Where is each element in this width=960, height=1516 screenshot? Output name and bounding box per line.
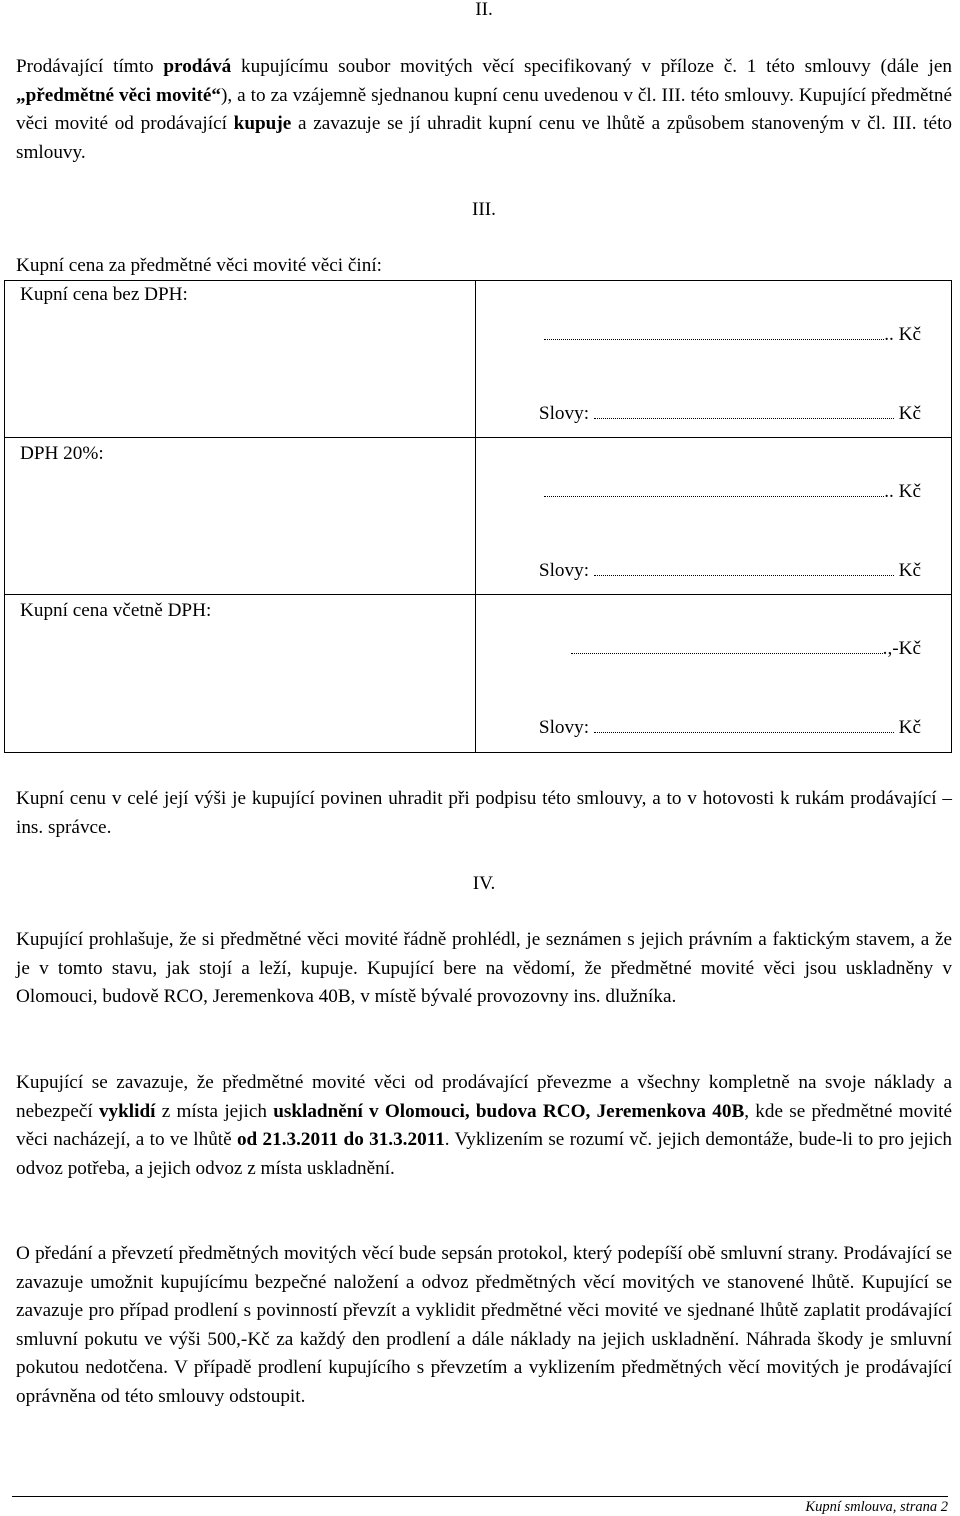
- table-row: [5, 281, 952, 438]
- price-intro: Kupní cena za předmětné věci movité věci činí:: [16, 255, 383, 276]
- table-row: [5, 595, 952, 753]
- slovy-line: [539, 714, 921, 743]
- price-label-cell: [5, 595, 476, 753]
- bold-span: uskladnění v Olomouci, budova RCO, Jeremenkova 40B: [273, 1100, 745, 1122]
- dotted-leader: [571, 652, 883, 654]
- dotted-leader: [544, 338, 884, 340]
- footer-divider: [12, 1496, 948, 1497]
- slovy-suffix: Kč: [898, 403, 921, 424]
- text-span: . Vyklizením se rozumí vč. jejich demontáže, bude-li to pro jejich odvoz potřeba, a jejich odvoz z místa uskladnění.: [16, 1129, 953, 1179]
- amount-line: [544, 321, 921, 350]
- section-iv-heading: IV.: [472, 873, 496, 894]
- dotted-leader: [594, 574, 894, 576]
- section-ii-heading: II.: [475, 0, 493, 20]
- amount-suffix: .,-Kč: [882, 638, 921, 659]
- slovy-label: Slovy:: [538, 403, 590, 424]
- bold-span: od 21.3.2011 do 31.3.2011: [236, 1129, 445, 1151]
- bold-span: prodává: [163, 56, 232, 77]
- price-label-cell: [5, 438, 476, 595]
- page-footer: Kupní smlouva, strana 2: [805, 1499, 948, 1515]
- text-span: , kde se předmětné movité věci nacházejí, a to ve lhůtě: [16, 1100, 952, 1151]
- slovy-line: [539, 557, 921, 586]
- slovy-suffix: Kč: [898, 560, 921, 581]
- bold-span: kupuje: [233, 113, 292, 135]
- price-label: Kupní cena včetně DPH:: [20, 600, 212, 621]
- dotted-leader: [594, 417, 894, 419]
- slovy-label: Slovy:: [538, 560, 590, 581]
- price-value-cell: [476, 595, 952, 753]
- text-span: Prodávající tímto: [16, 56, 164, 77]
- text-span: z místa jejich: [155, 1100, 274, 1122]
- text-span: a zavazuje se jí uhradit kupní cenu ve lhůtě a způsobem stanoveným v čl. III. této smlouvy.: [16, 113, 952, 163]
- price-label: Kupní cena bez DPH:: [20, 284, 188, 305]
- slovy-suffix: Kč: [898, 717, 921, 738]
- text-span: Kupující se zavazuje, že předmětné movité věci od prodávající převezme a všechny kompletně na svoje náklady a nebezpečí: [16, 1072, 952, 1122]
- section-iv-paragraph-3: O předání a převzetí předmětných movitých věcí bude sepsán protokol, který podepíší obě smluvní strany. Prodávající se zavazuje umožnit kupujícímu bezpečné naložení a odvoz předmětných věcí movitých ve stanovené lhůtě. Kupující se zavazuje pro případ prodlení s povinností převzít a vyklidit předmětné věci movité ve sjednané lhůtě zaplatit prodávající smluvní pokutu ve výši 500,-Kč za každý den prodlení a dále náklady na jejich uskladnění. Náhrada škody je smluvní pokutou nedotčena. V případě prodlení kupujícího s převzetím a vyklizením předmětných věcí movitých je prodávající oprávněna od této smlouvy odstoupit.: [16, 1243, 952, 1407]
- text-span: ), a to za vzájemně sjednanou kupní cenu uvedenou v čl. III. této smlouvy. Kupující předmětné věci movité od prodávající: [16, 84, 952, 135]
- dotted-leader: [544, 495, 884, 497]
- table-row: [5, 438, 952, 595]
- slovy-label: Slovy:: [538, 717, 590, 738]
- section-ii-paragraph: [16, 53, 952, 167]
- price-label: DPH 20%:: [20, 443, 104, 464]
- amount-line: [571, 635, 921, 664]
- bold-span: vyklidí: [98, 1100, 156, 1122]
- dotted-leader: [594, 731, 894, 733]
- amount-suffix: .. Kč: [884, 481, 921, 502]
- price-label-cell: [5, 281, 476, 438]
- slovy-line: [539, 400, 921, 429]
- price-value-cell: [476, 438, 952, 595]
- section-iv-paragraph-2: [16, 1069, 952, 1183]
- amount-suffix: .. Kč: [884, 324, 921, 345]
- text-span: kupujícímu soubor movitých věcí specifikovaný v příloze č. 1 této smlouvy (dále jen: [231, 56, 952, 77]
- bold-span: „předmětné věci movité“: [16, 84, 221, 106]
- section-iii-heading: III.: [472, 199, 496, 220]
- payment-paragraph: Kupní cenu v celé její výši je kupující povinen uhradit při podpisu této smlouvy, a to v hotovosti k rukám prodávající – ins. správce.: [16, 788, 952, 838]
- price-table: [4, 280, 952, 753]
- price-value-cell: [476, 281, 952, 438]
- amount-line: [544, 478, 921, 507]
- section-iv-paragraph-1: Kupující prohlašuje, že si předmětné věci movité řádně prohlédl, je seznámen s jejich právním a faktickým stavem, a že je v tomto stavu, jak stojí a leží, kupuje. Kupující bere na vědomí, že předmětné movité věci jsou uskladněny v Olomouci, budově RCO, Jeremenkova 40B, v místě bývalé provozovny ins. dlužníka.: [16, 929, 952, 1008]
